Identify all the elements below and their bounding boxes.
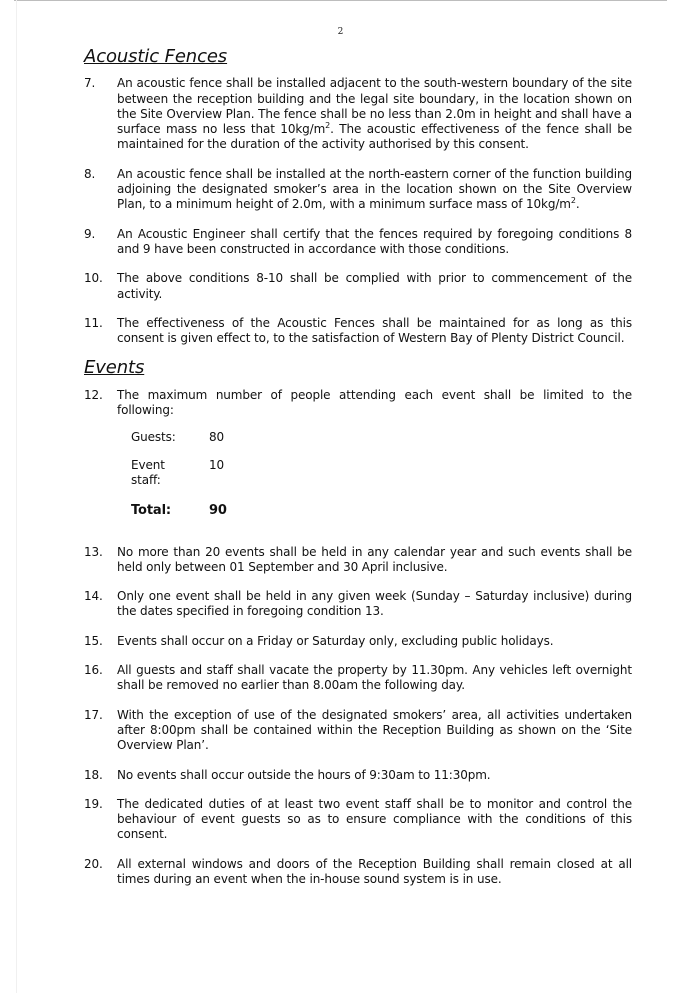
page-left-border (16, 0, 17, 993)
condition-number: 20. (84, 856, 103, 871)
condition-number: 14. (84, 589, 103, 604)
condition-number: 13. (84, 544, 103, 559)
total-label: Total: (131, 503, 171, 519)
total-value: 90 (209, 503, 227, 519)
condition-15 (84, 634, 632, 649)
condition-text-part: . The acoustic effectiveness of the fence shall be maintained for the duration of the activity authorised by this consent. (117, 122, 632, 152)
condition-14 (84, 589, 632, 620)
condition-number: 8. (84, 166, 96, 181)
condition-text: Events shall occur on a Friday or Saturday only, excluding public holidays. (117, 633, 554, 648)
condition-number: 10. (84, 271, 103, 286)
guests-value: 80 (209, 430, 225, 445)
condition-18 (84, 768, 632, 783)
condition-text: The above conditions 8-10 shall be complied with prior to commencement of the activity. (117, 271, 632, 301)
condition-number: 17. (84, 707, 103, 722)
superscript: 2 (570, 196, 576, 206)
condition-9 (84, 227, 632, 258)
condition-text: The maximum number of people attending each event shall be limited to the following: (117, 387, 632, 418)
condition-text-part: An acoustic fence shall be installed at the north-eastern corner of the function building adjoining the designated smoker’s area in the location shown on the Site Overview Plan, to a minimum height of 2.0m, with a minimum surface mass of 10kg/m (117, 166, 632, 212)
table-row (131, 458, 227, 501)
table-row (131, 430, 227, 457)
condition-10 (84, 271, 632, 302)
attendance-table (131, 430, 227, 530)
condition-text: The dedicated duties of at least two event staff shall be to monitor and control the behaviour of event guests so as to ensure compliance with the conditions of this consent. (117, 796, 632, 842)
document-body (84, 46, 632, 901)
page-number: 2 (337, 27, 344, 37)
condition-17 (84, 708, 632, 754)
condition-12 (84, 388, 632, 531)
condition-number: 9. (84, 226, 96, 241)
page-top-border (14, 0, 667, 1)
condition-text: All external windows and doors of the Reception Building shall remain closed at all times during an event when the in-house sound system is in use. (117, 856, 632, 886)
condition-number: 15. (84, 633, 103, 648)
condition-11 (84, 316, 632, 347)
condition-8 (84, 167, 632, 213)
condition-text: With the exception of use of the designated smokers’ area, all activities undertaken after 8:00pm shall be contained within the Reception Building as shown on the ‘Site Overview Plan’. (117, 707, 632, 753)
condition-text-block (117, 388, 632, 531)
condition-number: 16. (84, 663, 103, 678)
condition-number: 7. (84, 76, 96, 91)
condition-text: No more than 20 events shall be held in any calendar year and such events shall be held only between 01 September and 30 April inclusive. (117, 544, 632, 574)
condition-text (117, 167, 632, 213)
superscript: 2 (325, 121, 331, 131)
condition-number: 11. (84, 315, 103, 330)
condition-13 (84, 545, 632, 576)
condition-number: 19. (84, 796, 103, 811)
condition-number: 12. (84, 387, 103, 402)
event-staff-value: 10 (209, 457, 225, 472)
section-heading-acoustic-fences: Acoustic Fences (84, 46, 228, 67)
condition-text (117, 76, 632, 152)
condition-20 (84, 857, 632, 888)
condition-text: An Acoustic Engineer shall certify that the fences required by foregoing conditions 8 and 9 have been constructed in accordance with those conditions. (117, 226, 632, 256)
condition-text-part: An acoustic fence shall be installed adjacent to the south-western boundary of the site between the reception building and the legal site boundary, in the location shown on the Site Overview Plan. The fence shall be no less than 2.0m in height and shall have a surface mass no less that 10kg/m (117, 76, 632, 137)
event-staff-label: Event staff: (131, 457, 165, 487)
condition-text: No events shall occur outside the hours of 9:30am to 11:30pm. (117, 767, 491, 782)
condition-text-part: . (575, 197, 580, 212)
section-heading-events: Events (84, 357, 145, 379)
condition-16 (84, 663, 632, 694)
guests-label: Guests: (131, 430, 176, 445)
table-row-total (131, 500, 227, 530)
condition-19 (84, 797, 632, 843)
condition-number: 18. (84, 767, 103, 782)
condition-7 (84, 76, 632, 152)
condition-text: All guests and staff shall vacate the property by 11.30pm. Any vehicles left overnight shall be removed no earlier than 8.00am the following day. (117, 663, 632, 693)
condition-text: The effectiveness of the Acoustic Fences shall be maintained for as long as this consent is given effect to, to the satisfaction of Western Bay of Plenty District Council. (117, 315, 632, 346)
condition-text: Only one event shall be held in any given week (Sunday – Saturday inclusive) during the dates specified in foregoing condition 13. (117, 589, 632, 619)
